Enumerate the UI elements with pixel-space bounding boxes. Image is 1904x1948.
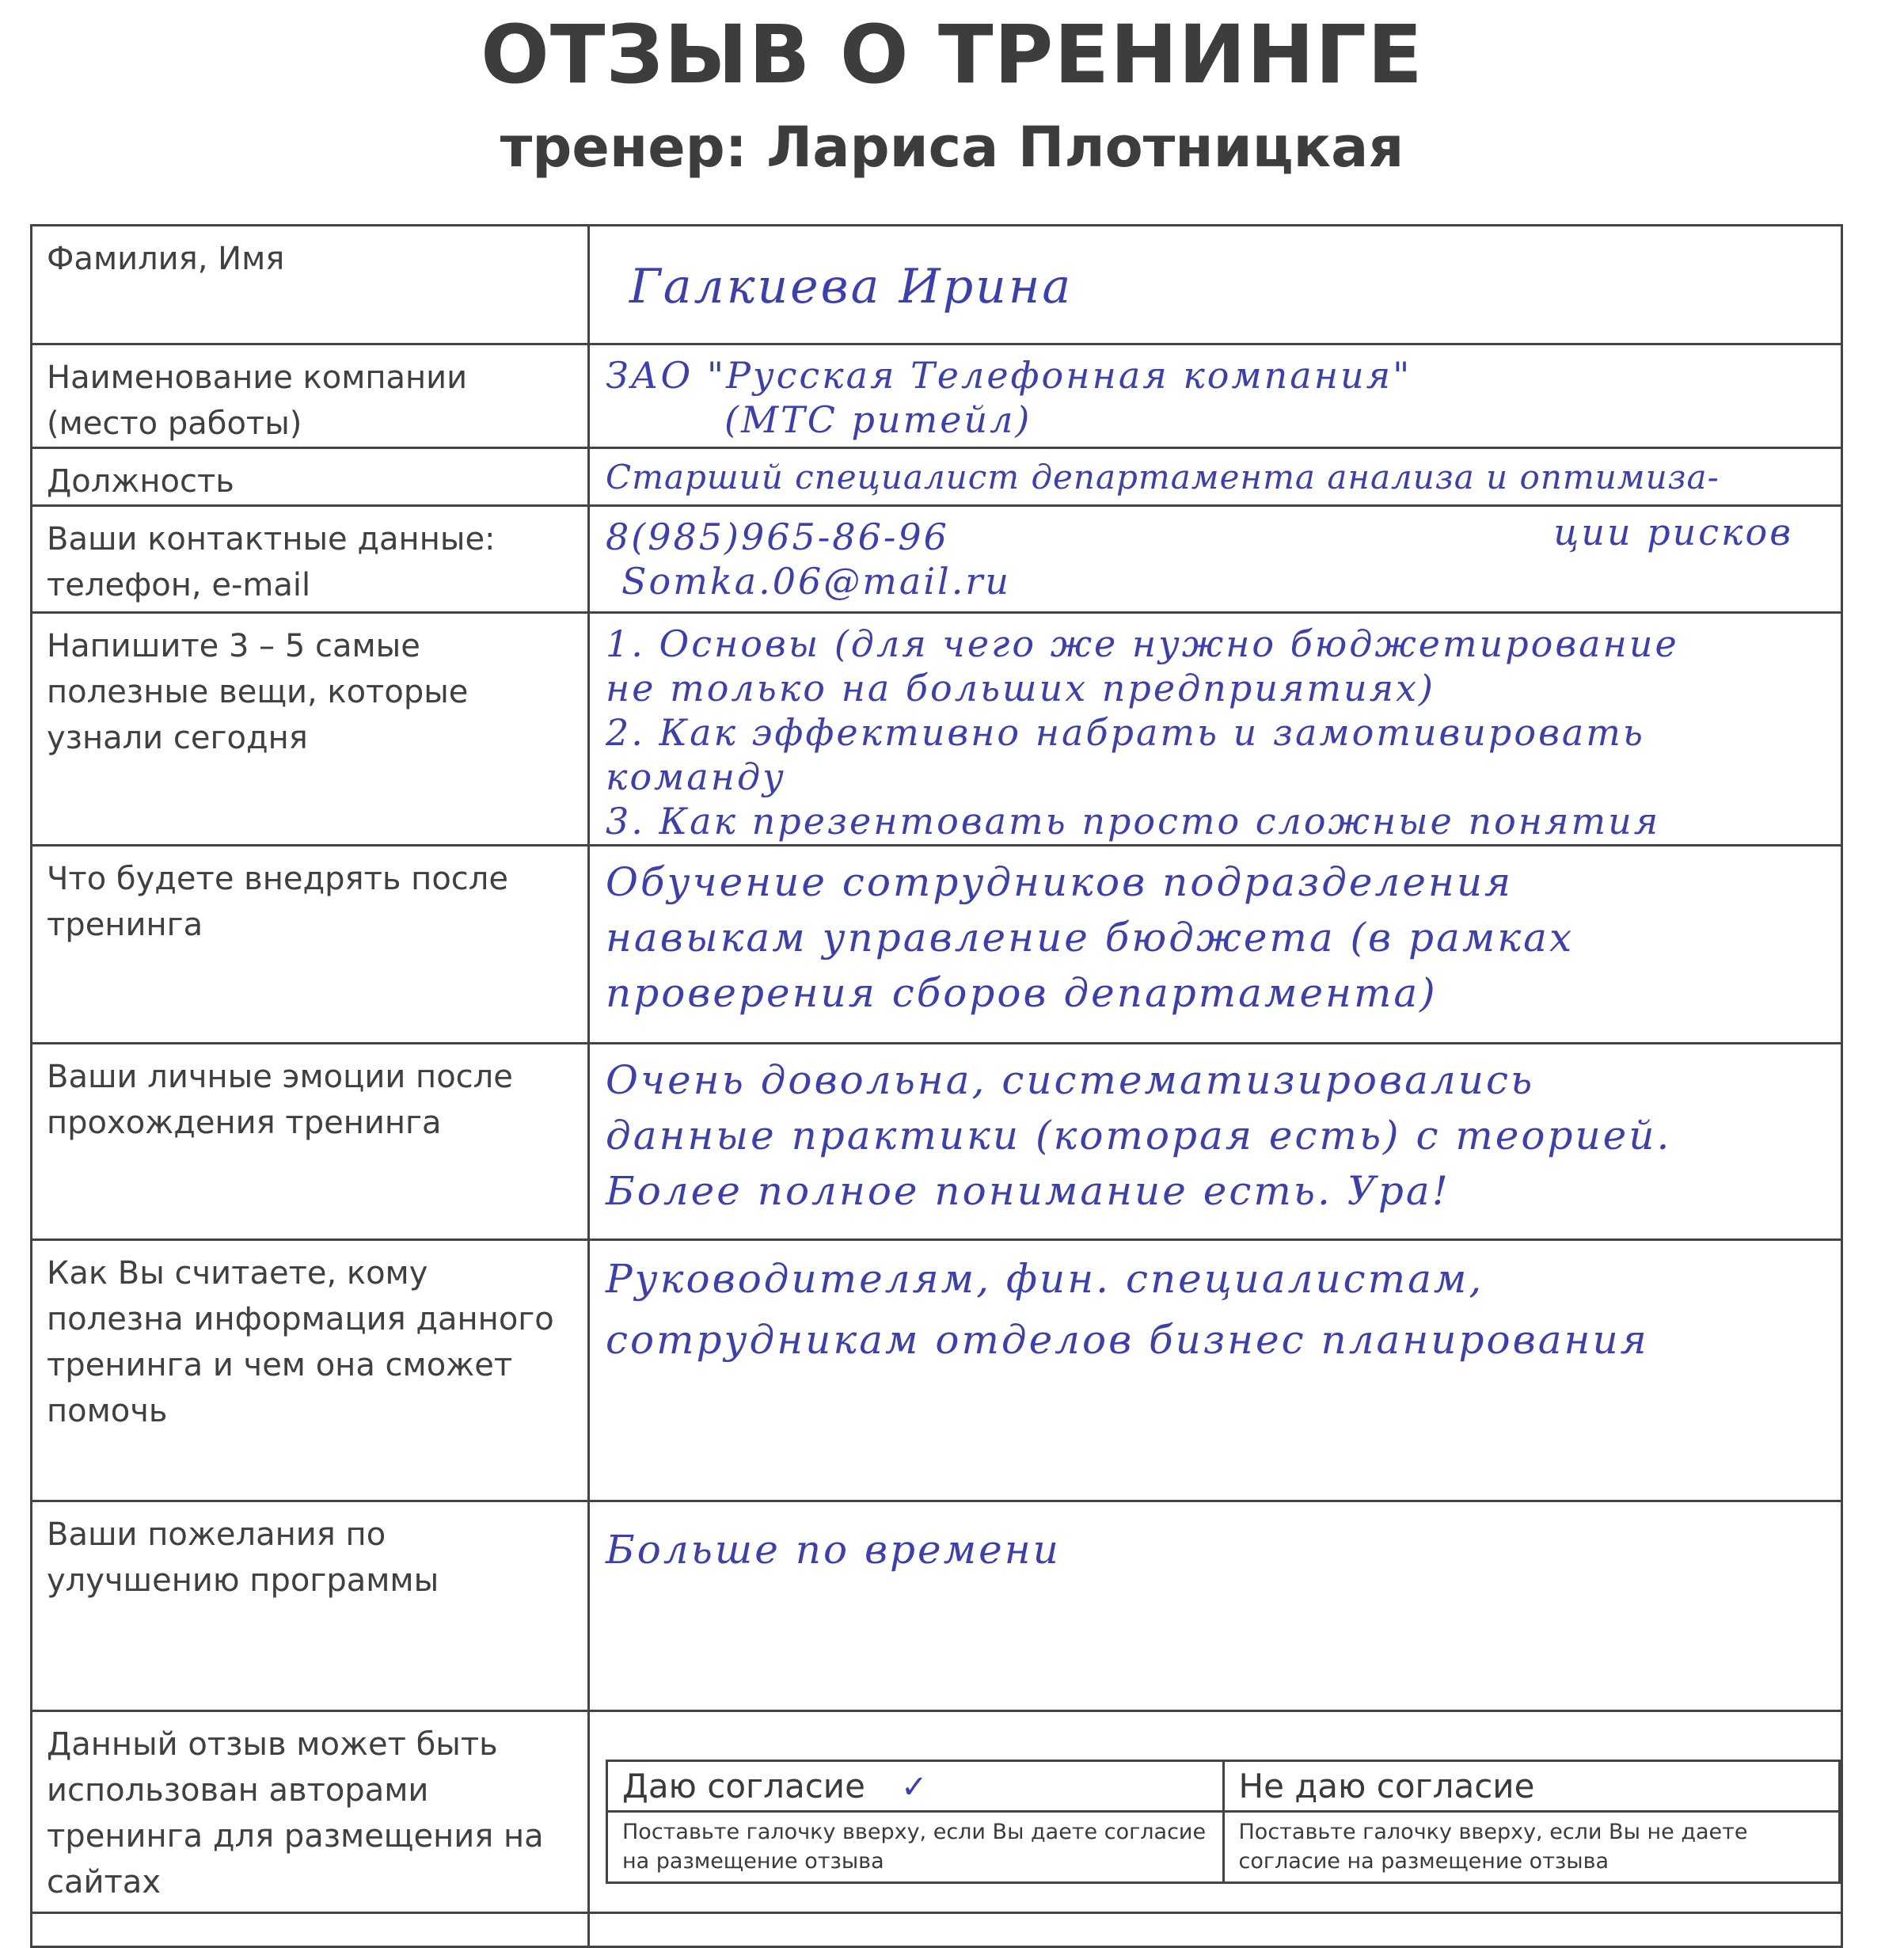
handwritten-line: не только на больших предприятиях) bbox=[606, 667, 1435, 710]
handwritten-line: навыкам управление бюджета (в рамках bbox=[606, 914, 1575, 961]
handwritten-line: 8(985)965-86-96 bbox=[606, 516, 949, 558]
form-row-cutoff bbox=[32, 1912, 1842, 1946]
answer-name[interactable] bbox=[589, 226, 1842, 344]
form-row-consent bbox=[32, 1710, 1842, 1912]
answer-emotions[interactable] bbox=[589, 1043, 1842, 1239]
form-row-company bbox=[32, 344, 1842, 448]
label-useful: Напишите 3 – 5 самые полезные вещи, которые узнали сегодня bbox=[32, 613, 589, 846]
answer-implement[interactable] bbox=[589, 845, 1842, 1043]
answer-position[interactable] bbox=[589, 448, 1842, 506]
form-row-useful bbox=[32, 613, 1842, 846]
handwritten-line: Обучение сотрудников подразделения bbox=[606, 858, 1514, 905]
form-row-emotions bbox=[32, 1043, 1842, 1239]
handwritten-line: данные практики (которая есть) с теорией. bbox=[606, 1112, 1672, 1159]
form-row-audience bbox=[32, 1239, 1842, 1501]
trainer-subtitle: тренер: Лариса Плотницкая bbox=[500, 115, 1404, 180]
handwritten-line: Галкиева Ирина bbox=[629, 259, 1074, 314]
handwritten-line: Больше по времени bbox=[606, 1526, 1061, 1573]
form-row-name bbox=[32, 226, 1842, 344]
agree-note: Поставьте галочку вверху, если Вы даете согласие на размещение отзыва bbox=[607, 1811, 1224, 1883]
handwritten-line: 1. Основы (для чего же нужно бюджетирование bbox=[606, 622, 1679, 665]
consent-table bbox=[606, 1760, 1841, 1885]
handwritten-line: Очень довольна, систематизировались bbox=[606, 1056, 1535, 1103]
handwritten-line: Руководителям, фин. специалистам, bbox=[606, 1255, 1484, 1302]
feedback-form-table bbox=[30, 224, 1843, 1948]
handwritten-line: 2. Как эффективно набрать и замотивировать bbox=[606, 711, 1645, 755]
handwritten-line: Старший специалист департамента анализа и оптимиза- bbox=[606, 458, 1720, 497]
consent-cell bbox=[589, 1710, 1842, 1912]
handwritten-line: Более полное понимание есть. Ура! bbox=[606, 1167, 1450, 1214]
form-row-wishes bbox=[32, 1501, 1842, 1710]
label-wishes: Ваши пожелания по улучшению программы bbox=[32, 1501, 589, 1710]
form-row-contacts bbox=[32, 506, 1842, 613]
form-row-position bbox=[32, 448, 1842, 506]
label-emotions: Ваши личные эмоции после прохождения тренинга bbox=[32, 1043, 589, 1239]
form-row-implement bbox=[32, 845, 1842, 1043]
label-audience: Как Вы считаете, кому полезна информация данного тренинга и чем она сможет помочь bbox=[32, 1239, 589, 1501]
consent-agree-option[interactable] bbox=[607, 1760, 1224, 1811]
answer-company[interactable] bbox=[589, 344, 1842, 448]
page-title: ОТЗЫВ О ТРЕНИНГЕ bbox=[481, 8, 1423, 102]
handwritten-line: (МТС ритейл) bbox=[724, 398, 1032, 442]
handwritten-line: проверения сборов департамента) bbox=[606, 969, 1438, 1016]
agree-label: Даю согласие bbox=[622, 1766, 865, 1805]
answer-useful[interactable] bbox=[589, 613, 1842, 846]
handwritten-line: команду bbox=[606, 755, 786, 799]
consent-disagree-option[interactable] bbox=[1223, 1760, 1840, 1811]
handwritten-line: Somka.06@mail.ru bbox=[621, 560, 1011, 603]
cutoff-label bbox=[32, 1912, 589, 1946]
label-position: Должность bbox=[32, 448, 589, 506]
handwritten-line: 3. Как презентовать просто сложные понятия bbox=[606, 800, 1661, 843]
handwritten-line: ции рисков bbox=[1553, 511, 1793, 554]
label-consent: Данный отзыв может быть использован авторами тренинга для размещения на сайтах bbox=[32, 1710, 589, 1912]
answer-audience[interactable] bbox=[589, 1239, 1842, 1501]
check-mark-icon: ✓ bbox=[901, 1768, 928, 1805]
disagree-label: Не даю согласие bbox=[1238, 1766, 1535, 1805]
disagree-note: Поставьте галочку вверху, если Вы не даете согласие на размещение отзыва bbox=[1223, 1811, 1840, 1883]
label-implement: Что будете внедрять после тренинга bbox=[32, 845, 589, 1043]
answer-contacts[interactable] bbox=[589, 506, 1842, 613]
label-contacts: Ваши контактные данные: телефон, e-mail bbox=[32, 506, 589, 613]
handwritten-line: ЗАО "Русская Телефонная компания" bbox=[606, 354, 1412, 397]
label-company: Наименование компании (место работы) bbox=[32, 344, 589, 448]
cutoff-answer bbox=[589, 1912, 1842, 1946]
handwritten-line: сотрудникам отделов бизнес планирования bbox=[606, 1317, 1649, 1364]
answer-wishes[interactable] bbox=[589, 1501, 1842, 1710]
label-name: Фамилия, Имя bbox=[32, 226, 589, 344]
